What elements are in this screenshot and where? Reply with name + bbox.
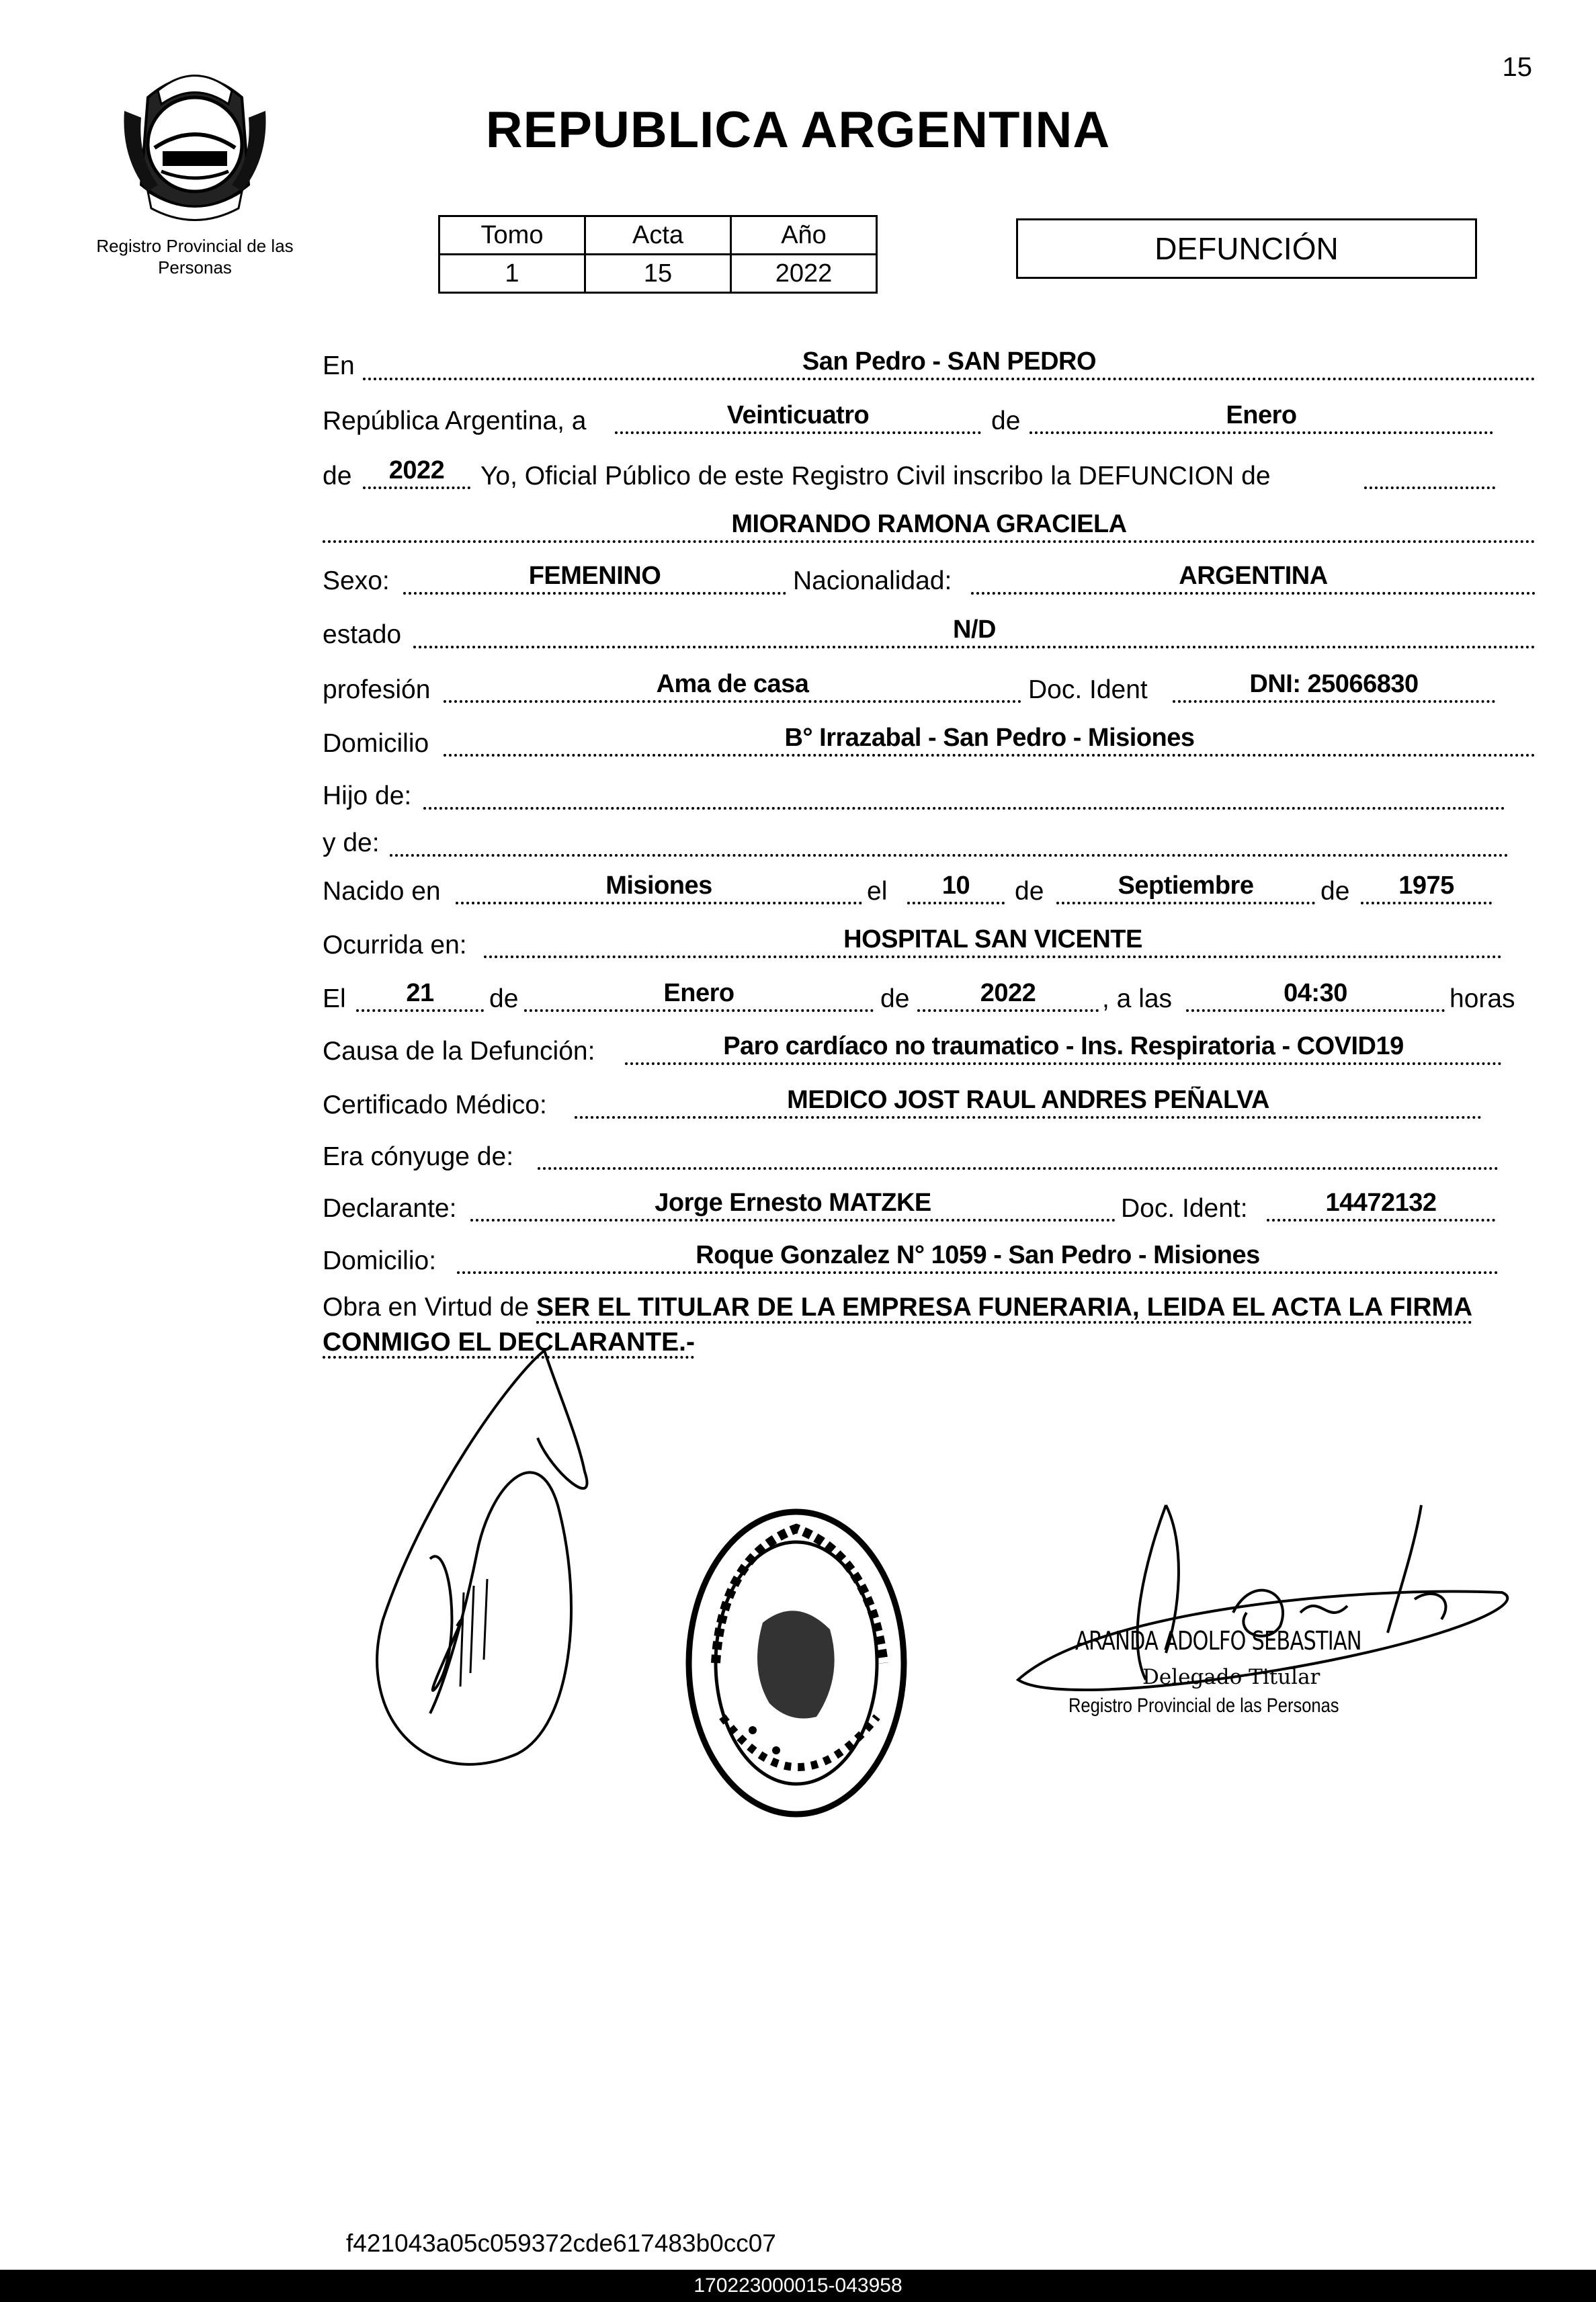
signatory-name: ARANDA ADOLFO SEBASTIAN	[1075, 1626, 1361, 1656]
document-title: REPUBLICA ARGENTINA	[485, 101, 1111, 159]
estado-field: N/D	[413, 616, 1536, 648]
declarante-field: Jorge Ernesto MATZKE	[470, 1189, 1116, 1222]
domicilio-field: B° Irrazabal - San Pedro - Misiones	[444, 724, 1536, 757]
acta-value: 15	[585, 255, 731, 293]
docident2-field: 14472132	[1267, 1189, 1495, 1222]
birth-de2-label: de	[1320, 877, 1350, 906]
death-de1-label: de	[489, 984, 519, 1013]
death-year-field: 2022	[917, 980, 1099, 1012]
nacido-label: Nacido en	[323, 877, 441, 906]
conyuge-field	[538, 1138, 1499, 1170]
death-month-field: Enero	[524, 980, 874, 1012]
birth-month-field: Septiembre	[1056, 872, 1315, 904]
barcode-id-bar: 170223000015-043958	[0, 2270, 1596, 2302]
de-label: de	[991, 407, 1021, 435]
place-field: San Pedro - SAN PEDRO	[363, 348, 1536, 380]
nacionalidad-label: Nacionalidad:	[793, 566, 952, 595]
yde-label: y de:	[323, 828, 380, 857]
docident2-label: Doc. Ident:	[1121, 1194, 1248, 1223]
yo-trailing-line	[1364, 457, 1495, 489]
alas-label: , a las	[1102, 984, 1173, 1013]
hijo-label: Hijo de:	[323, 781, 412, 810]
profesion-field: Ama de casa	[444, 671, 1021, 703]
death-day-field: 21	[356, 980, 484, 1012]
year-prefix-label: de	[323, 462, 352, 491]
declarant-signature	[343, 1337, 625, 1807]
docident-field: DNI: 25066830	[1173, 671, 1495, 703]
death-de2-label: de	[880, 984, 910, 1013]
registry-name: Registro Provincial de las Personas	[96, 236, 294, 278]
causa-label: Causa de la Defunción:	[323, 1037, 595, 1066]
signatory-role: Delegado Titular	[1142, 1665, 1320, 1689]
causa-field: Paro cardíaco no traumatico - Ins. Respiratoria - COVID19	[625, 1033, 1502, 1065]
page-number: 15	[1502, 52, 1532, 82]
sexo-label: Sexo:	[323, 566, 390, 595]
anio-value: 2022	[731, 255, 877, 293]
day-words-field: Veinticuatro	[615, 402, 981, 434]
birth-day-field: 10	[907, 872, 1005, 904]
tomo-value: 1	[439, 255, 585, 293]
year-field: 2022	[363, 457, 470, 489]
estado-label: estado	[323, 620, 402, 649]
anio-header: Año	[731, 216, 877, 255]
birth-year-field: 1975	[1361, 872, 1492, 904]
yde-field	[390, 824, 1509, 857]
sexo-field: FEMENINO	[403, 562, 786, 595]
record-table	[438, 215, 878, 294]
certificado-field: MEDICO JOST RAUL ANDRES PEÑALVA	[575, 1086, 1482, 1119]
horas-label: horas	[1450, 984, 1515, 1013]
document-hash: f421043a05c059372cde617483b0cc07	[346, 2229, 776, 2257]
birthplace-field: Misiones	[456, 872, 862, 904]
signatory-office: Registro Provincial de las Personas	[1068, 1695, 1339, 1717]
el-label: el	[867, 877, 888, 906]
domicilio2-label: Domicilio:	[323, 1246, 437, 1275]
record-type-box: DEFUNCIÓN	[1016, 218, 1477, 279]
deceased-name-field: MIORANDO RAMONA GRACIELA	[323, 511, 1536, 543]
domicilio2-field: Roque Gonzalez N° 1059 - San Pedro - Misiones	[457, 1242, 1499, 1274]
nacionalidad-field: ARGENTINA	[971, 562, 1536, 595]
hijo-field	[423, 777, 1505, 810]
month-field: Enero	[1030, 402, 1493, 434]
ocurrida-label: Ocurrida en:	[323, 931, 467, 960]
acta-header: Acta	[585, 216, 731, 255]
yo-text: Yo, Oficial Público de este Registro Civil inscribo la DEFUNCION de	[480, 462, 1271, 491]
registry-seal	[682, 1502, 911, 1824]
domicilio-label: Domicilio	[323, 729, 429, 758]
death-time-field: 04:30	[1186, 980, 1445, 1012]
tomo-header: Tomo	[439, 216, 585, 255]
en-label: En	[323, 351, 355, 380]
el2-label: El	[323, 984, 346, 1013]
birth-de1-label: de	[1015, 877, 1044, 906]
declarante-label: Declarante:	[323, 1194, 457, 1223]
ocurrida-field: HOSPITAL SAN VICENTE	[484, 926, 1502, 958]
certificado-label: Certificado Médico:	[323, 1091, 547, 1119]
obra-value: SER EL TITULAR DE LA EMPRESA FUNERARIA, LEIDA EL ACTA LA FIRMA CONMIGO EL DECLARANTE.-	[323, 1293, 1473, 1357]
conyuge-label: Era cónyuge de:	[323, 1142, 514, 1171]
republica-label: República Argentina, a	[323, 407, 587, 435]
docident-label: Doc. Ident	[1028, 675, 1148, 704]
obra-label: Obra en Virtud de	[323, 1293, 530, 1322]
profesion-label: profesión	[323, 675, 431, 704]
